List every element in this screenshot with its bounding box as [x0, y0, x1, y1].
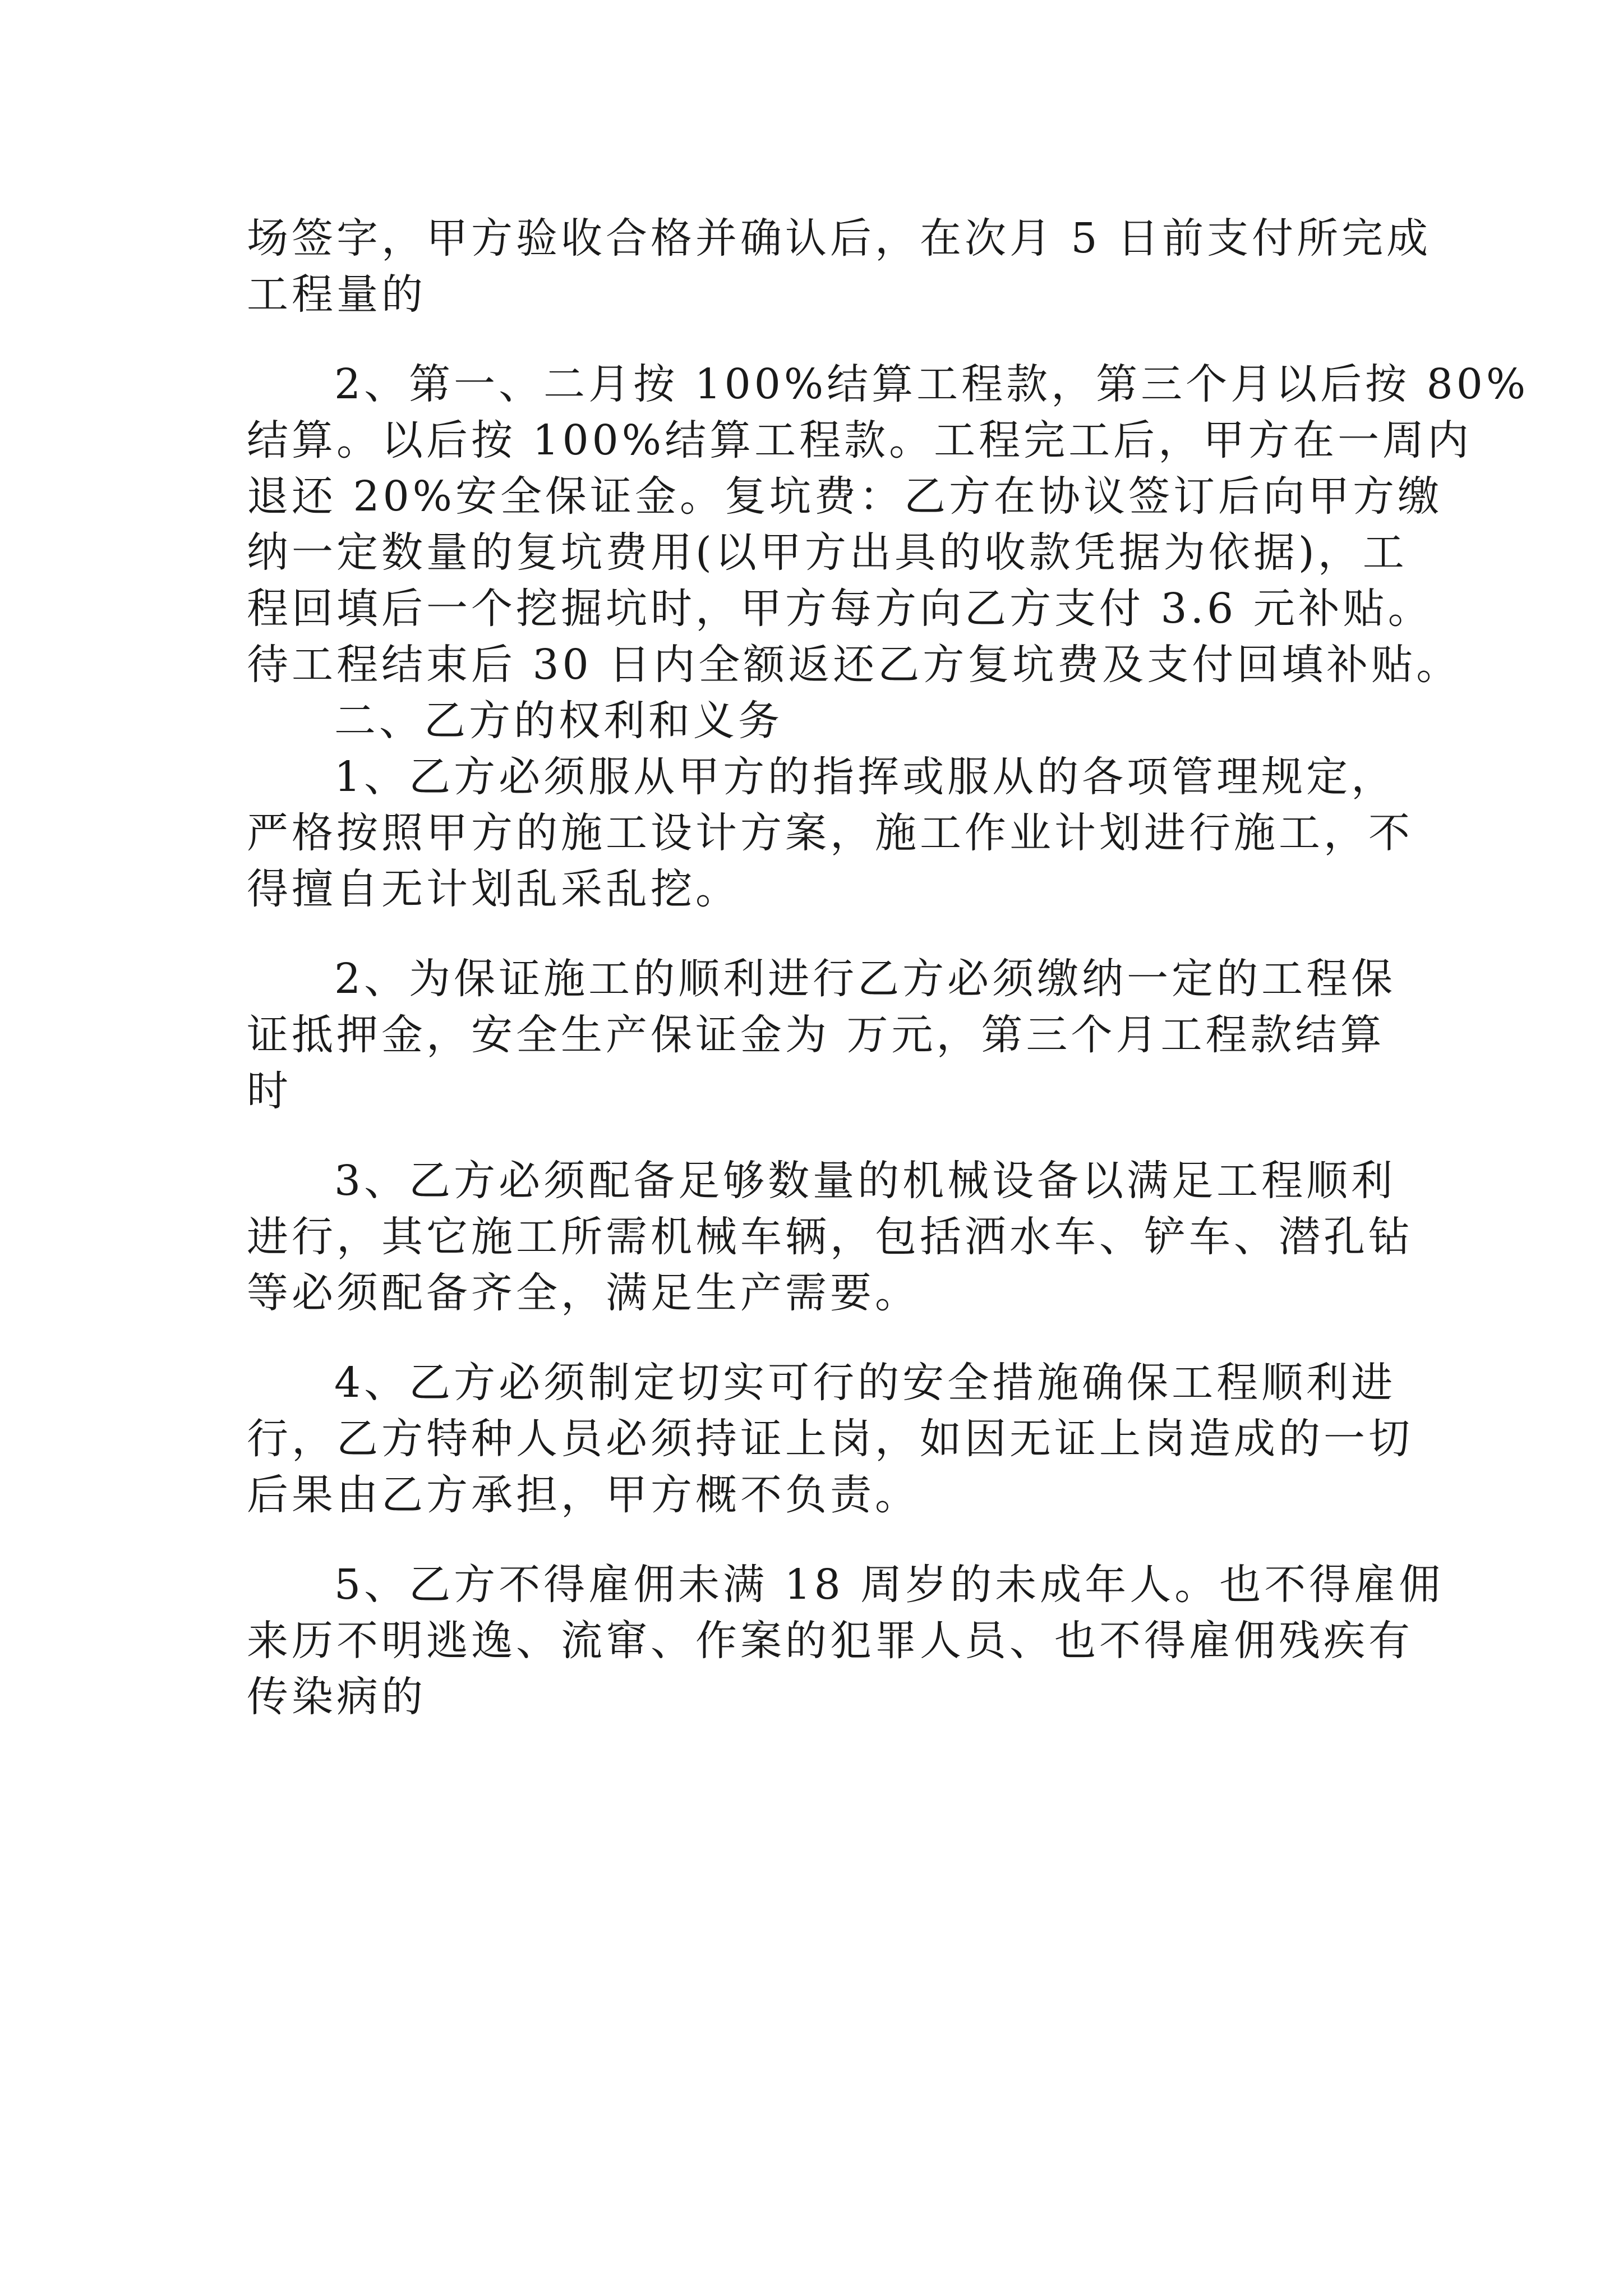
paragraph-hiring — [247, 1557, 1444, 1725]
text-line: 4、乙方必须制定切实可行的安全措施确保工程顺利进 — [334, 1359, 1396, 1407]
paragraph-equipment — [247, 1153, 1413, 1321]
document-body — [247, 210, 1529, 1725]
text-line: 后果由乙方承担，甲方概不负责。 — [247, 1471, 920, 1519]
text-line: 严格按照甲方的施工设计方案，施工作业计划进行施工，不 — [247, 809, 1413, 857]
text-line: 工程量的 — [247, 270, 426, 319]
text-line: 待工程结束后 30 日内全额返还乙方复坑费及支付回填补贴。 — [247, 641, 1461, 689]
text-line: 证抵押金，安全生产保证金为 万元，第三个月工程款结算 — [247, 1011, 1385, 1059]
paragraph-settlement — [247, 356, 1529, 917]
text-line: 纳一定数量的复坑费用(以甲方出具的收款凭据为依据)，工 — [247, 528, 1408, 577]
text-line: 1、乙方必须服从甲方的指挥或服从的各项管理规定， — [334, 753, 1396, 801]
paragraph-deposit — [247, 951, 1402, 1119]
paragraph-payment-continued — [247, 210, 1432, 323]
text-line: 行，乙方特种人员必须持证上岗，如因无证上岗造成的一切 — [247, 1415, 1413, 1463]
text-line: 进行，其它施工所需机械车辆，包括洒水车、铲车、潜孔钻 — [247, 1213, 1413, 1261]
text-line: 场签字，甲方验收合格并确认后，在次月 5 日前支付所完成 — [247, 214, 1432, 263]
text-line: 3、乙方必须配备足够数量的机械设备以满足工程顺利 — [334, 1157, 1396, 1205]
text-line: 时 — [247, 1067, 292, 1115]
text-line: 传染病的 — [247, 1673, 426, 1721]
text-line: 结算。以后按 100%结算工程款。工程完工后，甲方在一周内 — [247, 416, 1473, 464]
section-heading: 二、乙方的权利和义务 — [334, 697, 783, 745]
text-line: 退还 20%安全保证金。复坑费：乙方在协议签订后向甲方缴 — [247, 472, 1442, 521]
text-line: 程回填后一个挖掘坑时，甲方每方向乙方支付 3.6 元补贴。 — [247, 585, 1433, 633]
text-line: 2、为保证施工的顺利进行乙方必须缴纳一定的工程保 — [334, 955, 1396, 1003]
text-line: 来历不明逃逸、流窜、作案的犯罪人员、也不得雇佣残疾有 — [247, 1617, 1413, 1665]
text-line: 5、乙方不得雇佣未满 18 周岁的未成年人。也不得雇佣 — [334, 1561, 1444, 1609]
text-line: 等必须配备齐全，满足生产需要。 — [247, 1269, 920, 1317]
text-line: 得擅自无计划乱采乱挖。 — [247, 865, 740, 913]
text-line: 2、第一、二月按 100%结算工程款，第三个月以后按 80% — [334, 360, 1529, 408]
paragraph-safety — [247, 1355, 1413, 1523]
